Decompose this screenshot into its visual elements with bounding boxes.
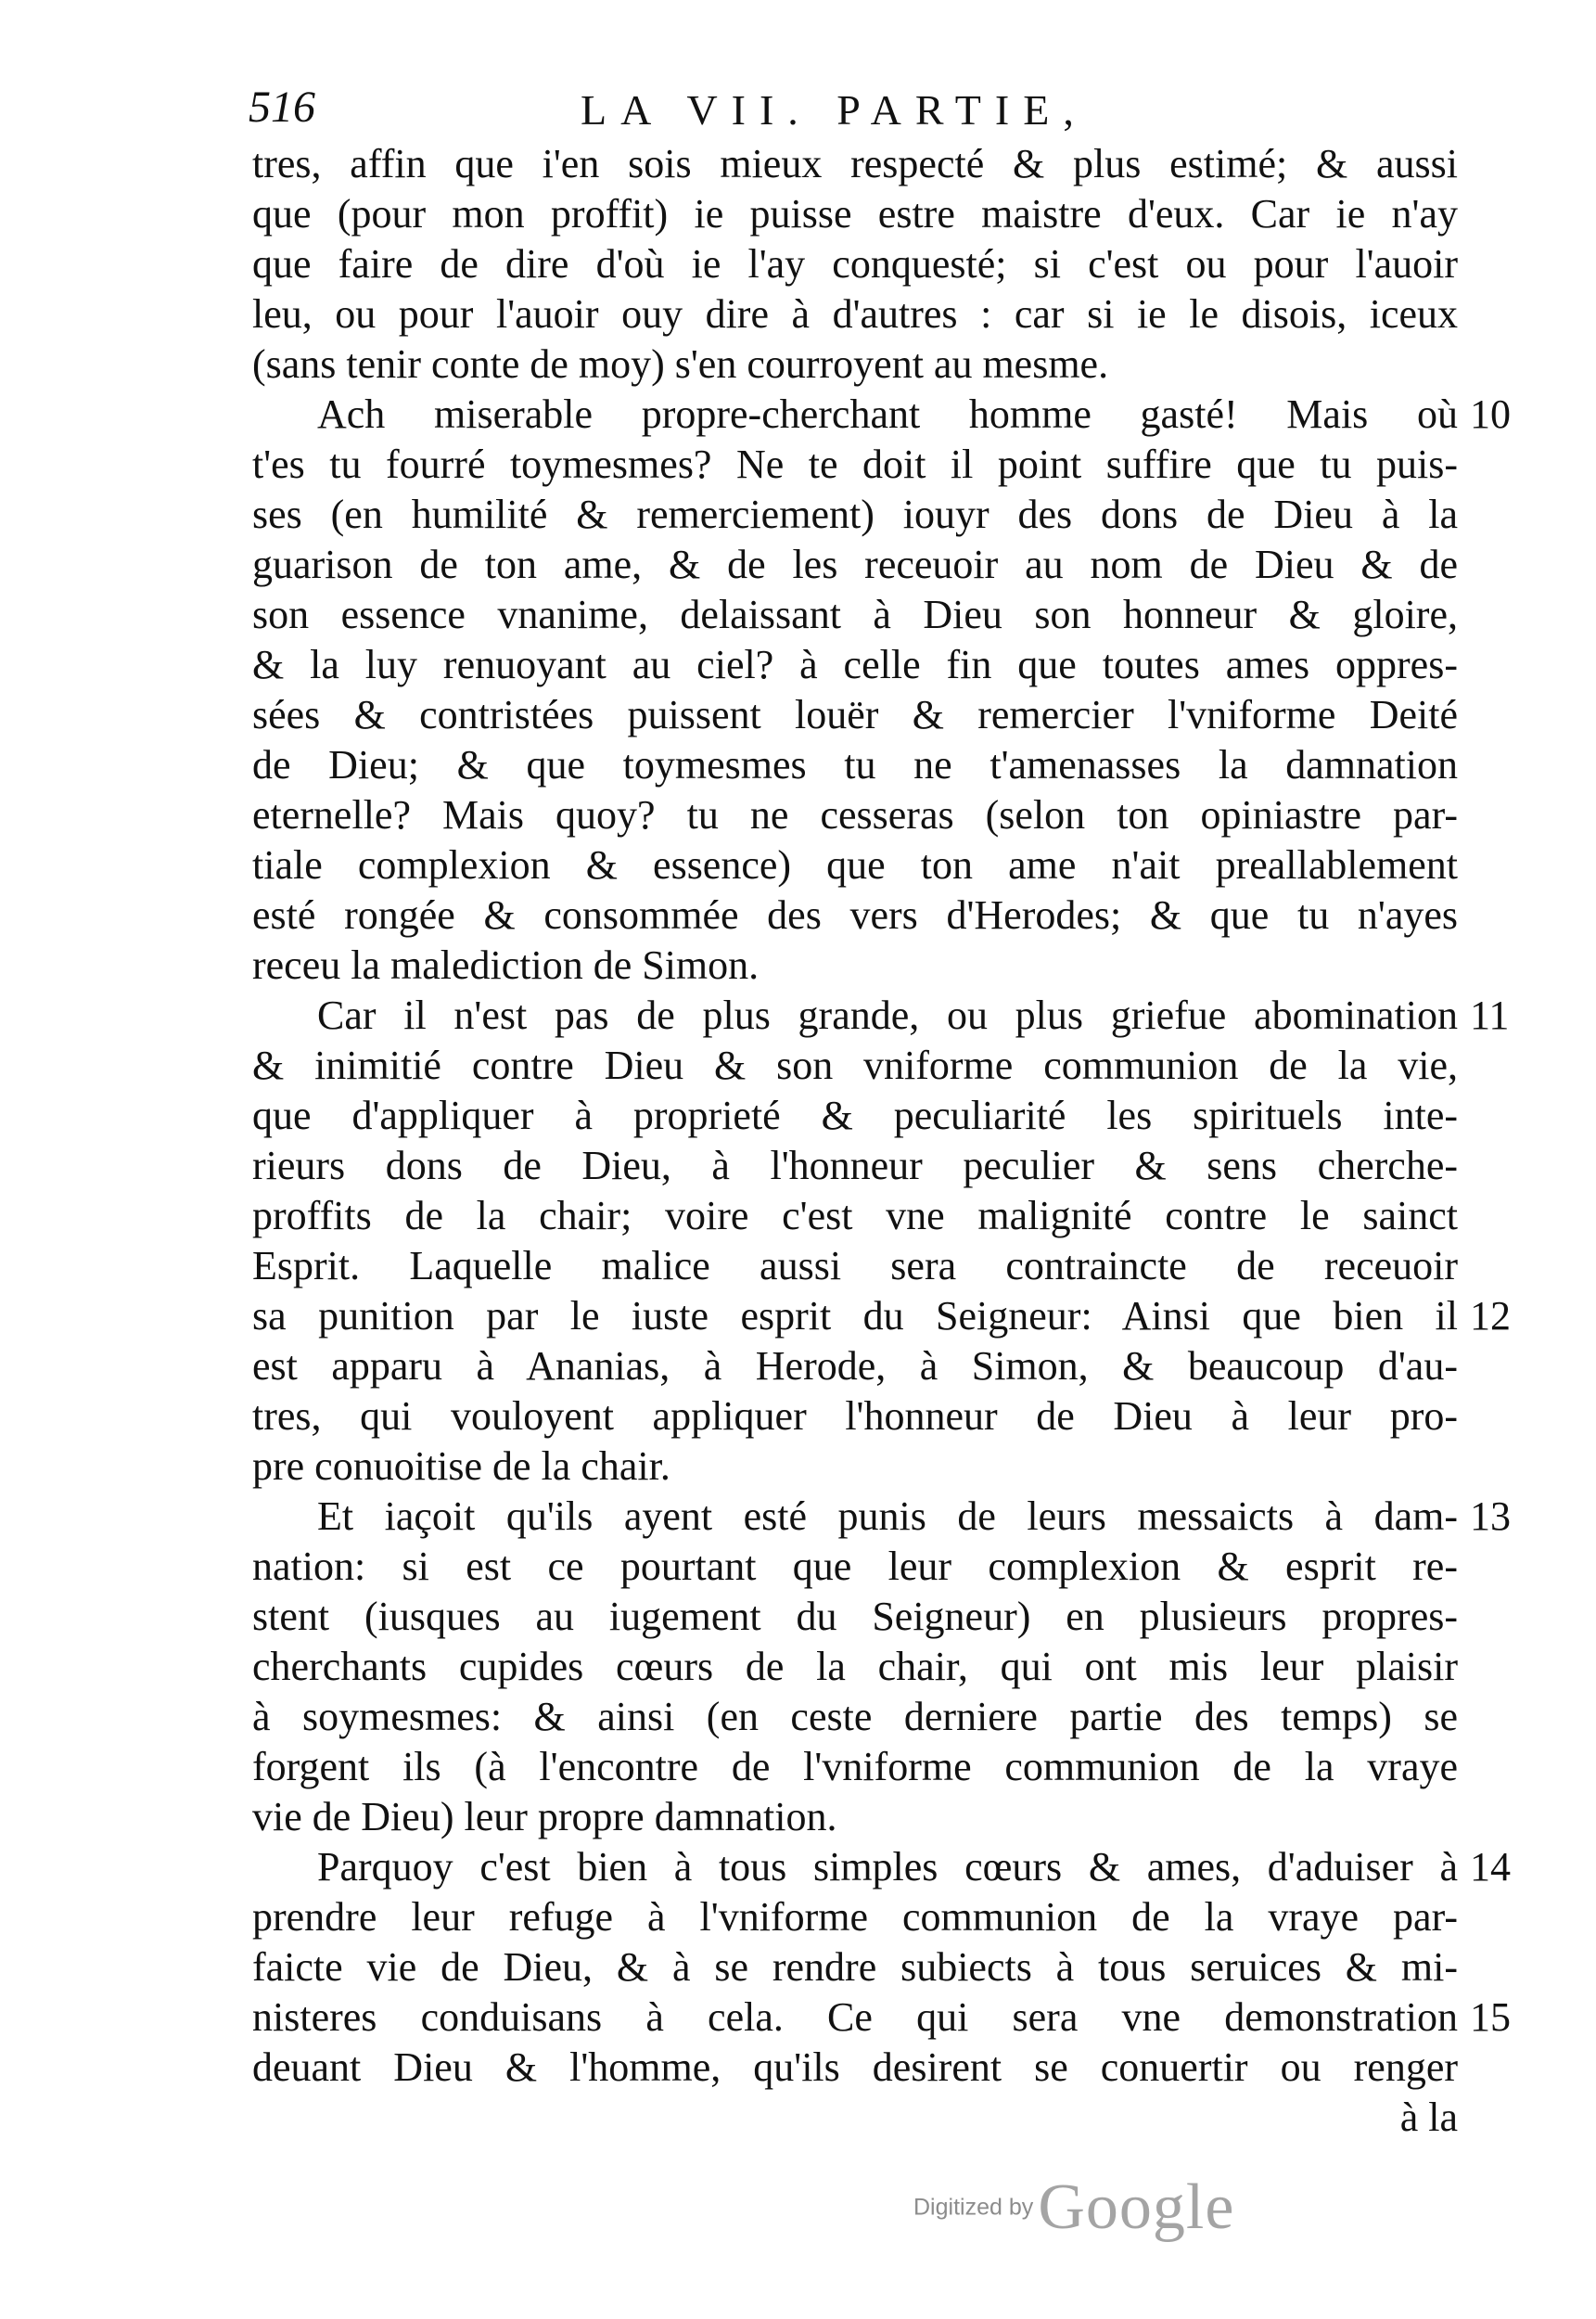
text-line: sa punition par le iuste esprit du Seigneur: Ainsi que bien il [252, 1293, 1458, 1339]
text-line: cherchants cupides cœurs de la chair, qui ont mis leur plaisir [252, 1644, 1458, 1689]
text-line: faicte vie de Dieu, & à se rendre subiects à tous seruices & mi- [252, 1944, 1458, 1990]
text-line: Esprit. Laquelle malice aussi sera contraincte de receuoir [252, 1243, 1458, 1288]
google-logo: Google [1038, 2172, 1235, 2243]
text-line: à soymesmes: & ainsi (en ceste derniere partie des temps) se [252, 1694, 1458, 1739]
text-line: Et iaçoit qu'ils ayent esté punis de leurs messaicts à dam- [317, 1493, 1458, 1539]
body-text [252, 139, 1458, 2143]
text-line: stent (iusques au iugement du Seigneur) en plusieurs propres- [252, 1594, 1458, 1639]
text-line: ses (en humilité & remerciement) iouyr des dons de Dieu à la [252, 492, 1458, 537]
text-line: receu la malediction de Simon. [252, 942, 760, 988]
margin-number: 14 [1470, 1844, 1511, 1890]
margin-number: 12 [1470, 1293, 1511, 1339]
text-line: eternelle? Mais quoy? tu ne cesseras (selon ton opiniastre par- [252, 792, 1458, 838]
text-line: vie de Dieu) leur propre damnation. [252, 1794, 837, 1839]
text-line: Car il n'est pas de plus grande, ou plus griefue abomination [317, 993, 1458, 1038]
text-line: guarison de ton ame, & de les receuoir au nom de Dieu & de [252, 542, 1458, 587]
catchword: à la [1399, 2095, 1458, 2140]
text-line: sées & contristées puissent louër & remercier l'vniforme Deité [252, 692, 1458, 737]
text-line: que faire de dire d'où ie l'ay conquesté; si c'est ou pour l'auoir [252, 241, 1458, 287]
text-line: & inimitié contre Dieu & son vniforme communion de la vie, [252, 1043, 1458, 1088]
text-line: proffits de la chair; voire c'est vne malignité contre le sainct [252, 1193, 1458, 1238]
text-line: tres, qui vouloyent appliquer l'honneur de Dieu à leur pro- [252, 1393, 1458, 1439]
watermark-prefix: Digitized by [913, 2194, 1034, 2221]
text-line: pre conuoitise de la chair. [252, 1443, 670, 1489]
text-line: que d'appliquer à proprieté & peculiarité les spirituels inte- [252, 1093, 1458, 1138]
text-line: nation: si est ce pourtant que leur complexion & esprit re- [252, 1544, 1458, 1589]
text-line: prendre leur refuge à l'vniforme communion de la vraye par- [252, 1894, 1458, 1940]
margin-number: 15 [1470, 1994, 1511, 2040]
text-line: t'es tu fourré toymesmes? Ne te doit il point suffire que tu puis- [252, 442, 1458, 487]
text-line: nisteres conduisans à cela. Ce qui sera vne demonstration [252, 1994, 1458, 2040]
text-line: son essence vnanime, delaissant à Dieu son honneur & gloire, [252, 592, 1458, 637]
text-line: esté rongée & consommée des vers d'Herodes; & que tu n'ayes [252, 892, 1458, 938]
text-line: de Dieu; & que toymesmes tu ne t'amenasses la damnation [252, 742, 1458, 788]
digitized-watermark [913, 2171, 1234, 2245]
text-line: est apparu à Ananias, à Herode, à Simon, & beaucoup d'au- [252, 1343, 1458, 1389]
text-line: rieurs dons de Dieu, à l'honneur peculier & sens cherche- [252, 1143, 1458, 1188]
page-number: 516 [249, 83, 315, 132]
margin-number: 10 [1470, 391, 1511, 437]
margin-number: 13 [1470, 1493, 1511, 1539]
text-line: Ach miserable propre-cherchant homme gasté! Mais où [317, 391, 1458, 437]
text-line: Parquoy c'est bien à tous simples cœurs & ames, d'aduiser à [317, 1844, 1458, 1890]
text-line: deuant Dieu & l'homme, qu'ils desirent se conuertir ou renger [252, 2044, 1458, 2090]
text-line: que (pour mon proffit) ie puisse estre maistre d'eux. Car ie n'ay [252, 191, 1458, 237]
running-title: LA VII. PARTIE, [581, 86, 1088, 134]
text-line: tres, affin que i'en sois mieux respecté & plus estimé; & aussi [252, 141, 1458, 186]
text-line: & la luy renuoyant au ciel? à celle fin que toutes ames oppres- [252, 642, 1458, 687]
text-line: (sans tenir conte de moy) s'en courroyent au mesme. [252, 341, 1109, 387]
text-line: tiale complexion & essence) que ton ame n'ait preallablement [252, 842, 1458, 888]
text-line: leu, ou pour l'auoir ouy dire à d'autres : car si ie le disois, iceux [252, 291, 1458, 337]
margin-number: 11 [1470, 993, 1510, 1038]
text-line: forgent ils (à l'encontre de l'vniforme communion de la vraye [252, 1744, 1458, 1789]
